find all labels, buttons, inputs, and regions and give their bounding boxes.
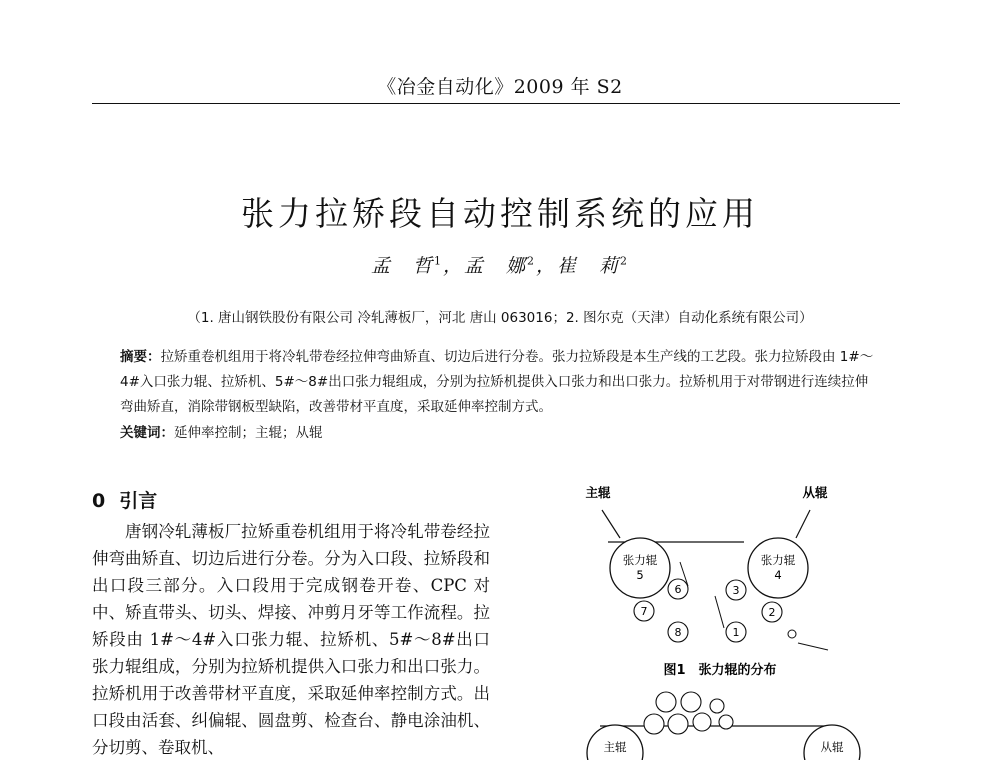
roll-number: 6 (674, 583, 682, 596)
leveler-roll (710, 699, 724, 713)
abstract (120, 345, 880, 420)
figure-caption: 图1 张力辊的分布 (663, 663, 777, 678)
roll-label: 张力辊 (622, 553, 658, 567)
leveler-roll (644, 714, 664, 734)
author-affil-mark: 2 (620, 254, 630, 268)
author-name: 孟 哲 (370, 255, 434, 277)
section-heading (92, 486, 157, 513)
author-separator: ， (442, 255, 464, 277)
abstract-text: 拉矫重卷机组用于将冷轧带卷经拉伸弯曲矫直、切边后进行分卷。张力拉矫段是本生产线的工艺段。张力拉矫段由 1#～4#入口张力辊、拉矫机、5#～8#出口张力辊组成，分别为拉矫机提供入口张力和出口张力。拉矫机用于对带钢进行连续拉伸弯曲矫直，消除带钢板型缺陷，改善带材平直度，采取延伸率控制方式。 (120, 349, 874, 415)
roll-number: 1 (732, 626, 740, 639)
strip-line (715, 596, 724, 628)
tension-roll-figure (560, 478, 880, 760)
author-affil-mark: 1 (433, 254, 443, 268)
abstract-label: 摘要： (120, 349, 161, 365)
roll-number: 8 (674, 626, 682, 639)
section-title: 引言 (119, 490, 158, 512)
affiliation: （1. 唐山钢铁股份有限公司 冷轧薄板厂，河北 唐山 063016；2. 图尔克（天津）自动化系统有限公司） (187, 310, 813, 326)
main-roll-pointer (602, 510, 620, 538)
leveler-roll (693, 713, 711, 731)
main-roll-label: 主辊 (585, 485, 611, 500)
body-paragraph: 唐钢冷轧薄板厂拉矫重卷机组用于将冷轧带卷经拉伸弯曲矫直、切边后进行分卷。分为入口段、拉矫段和出口段三部分。入口段用于完成钢卷开卷、CPC 对中、矫直带头、切头、焊接、冲剪月牙等工作流程。拉矫段由 1#～4#入口张力辊、拉矫机、5#～8#出口张力辊组成，分别为拉矫机提供入口张力和出口张力。拉矫机用于改善带材平直度，采取延伸率控制方式。出口段由活套、纠偏辊、圆盘剪、检查台、静电涂油机、分切剪、卷取机、 (92, 522, 490, 757)
author-separator: ， (536, 255, 558, 277)
journal-header: 《冶金自动化》2009 年 S2 (377, 76, 623, 98)
leveler-roll (719, 715, 733, 729)
leveler-roll (668, 714, 688, 734)
strip-line (798, 643, 828, 650)
roll-number: 4 (774, 568, 782, 582)
guide-roll (788, 630, 796, 638)
roll-number: 5 (636, 568, 644, 582)
roll-number: 2 (768, 606, 776, 619)
author-affil-mark: 2 (527, 254, 536, 268)
header-rule (92, 103, 900, 104)
roll-label: 张力辊 (760, 553, 796, 567)
roll-number: 3 (732, 584, 740, 597)
keywords-label: 关键词： (120, 425, 174, 441)
author-list (0, 251, 1000, 278)
slave-roll-label: 从辊 (802, 485, 828, 500)
paper-title: 张力拉矫段自动控制系统的应用 (241, 194, 759, 233)
section-number: 0 (92, 490, 106, 512)
leveler-roll (656, 692, 676, 712)
leveler-roll (681, 692, 701, 712)
roll-number: 7 (640, 605, 648, 618)
author-name: 孟 娜 (463, 255, 527, 277)
keywords-text: 延伸率控制；主辊；从辊 (174, 425, 323, 441)
slave-roll-pointer (796, 510, 810, 538)
author-name: 崔 莉 (557, 255, 621, 277)
keywords (120, 421, 880, 441)
slave-roll-label: 从辊 (820, 740, 844, 754)
main-roll-label: 主辊 (603, 740, 627, 754)
